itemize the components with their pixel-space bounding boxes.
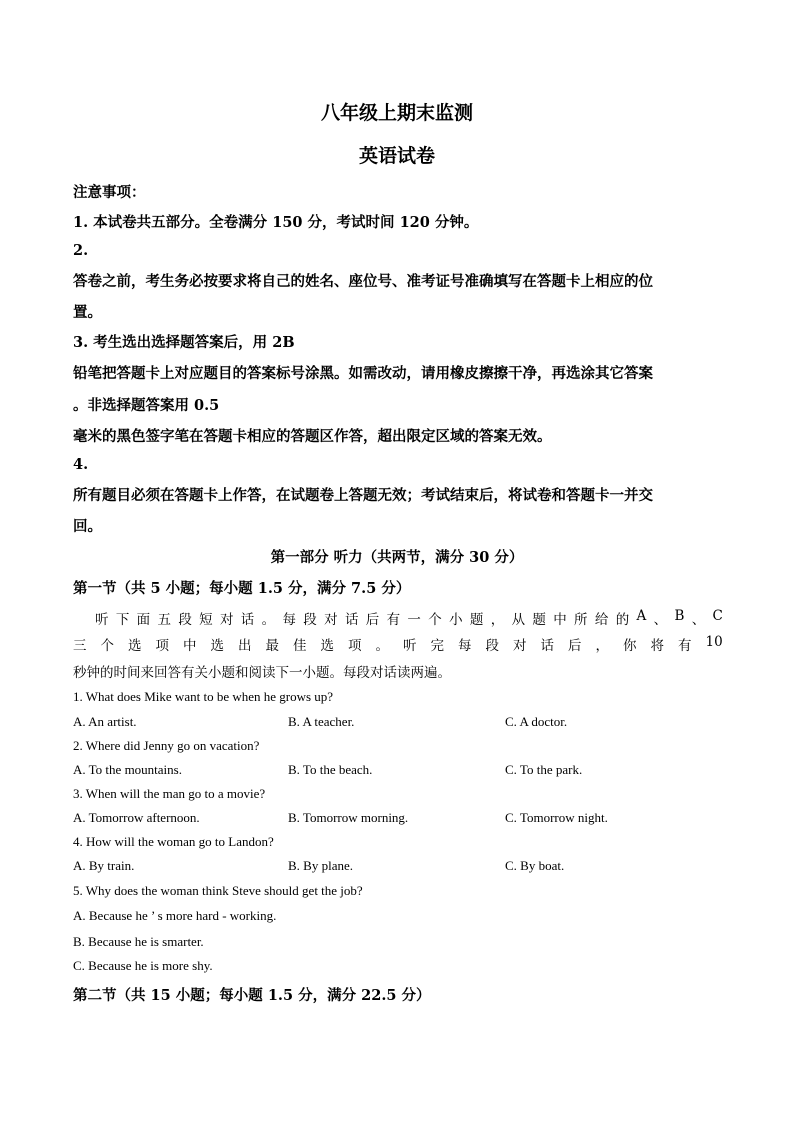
note-item-3-line-3: 。非选择题答案用 0.5 (73, 397, 220, 414)
instruction-char: 小 (449, 612, 463, 628)
instruction-char: 每 (458, 638, 472, 654)
exam-title: 八年级上期末监测 (320, 102, 473, 124)
instruction-char: 题 (469, 612, 484, 628)
instruction-char: 话 (344, 612, 359, 628)
section1-heading: 第一节（共 5 小题；每小题 1.5 分，满分 7.5 分） (73, 580, 411, 597)
instruction-char: 从 (511, 612, 526, 628)
note-item-3-line-4: 毫米的黑色签字笔在答题卡相应的答题区作答，超出限定区域的答案无效。 (73, 428, 552, 445)
instruction-char: ， (595, 638, 609, 654)
instruction-char: 的 (615, 612, 630, 628)
question-5-option-b: B. Because he is smarter. (73, 934, 204, 949)
note-item-4-line-1: 所有题目必须在答题卡上作答，在试题卷上答题无效；考试结束后，将试卷和答题卡一并交 (73, 487, 653, 504)
question-3-stem: 3. When will the man go to a movie? (73, 786, 266, 801)
instruction-char: 话 (240, 612, 255, 628)
instruction-char: 给 (594, 612, 609, 628)
instruction-char: 所 (574, 612, 588, 628)
instruction-char: 出 (238, 638, 252, 654)
question-1-option-b: B. A teacher. (288, 714, 355, 729)
question-1-option-a: A. An artist. (73, 714, 137, 729)
question-2-stem: 2. Where did Jenny go on vacation? (73, 738, 260, 753)
instruction-char: 佳 (293, 638, 307, 654)
note-item-2-line-2: 置。 (73, 304, 102, 321)
instruction-char: 。 (375, 638, 389, 654)
instruction-char: 你 (623, 638, 637, 654)
instruction-char: 选 (210, 638, 224, 654)
instruction-char: 、 (691, 612, 706, 628)
question-5-stem: 5. Why does the woman think Steve should get the job? (73, 883, 363, 898)
question-2-option-c: C. To the park. (505, 762, 583, 777)
note-item-4-line-2: 回。 (73, 518, 102, 535)
instruction-char: 一 (407, 612, 421, 628)
question-3-option-c: C. Tomorrow night. (505, 810, 608, 825)
question-1-option-c: C. A doctor. (505, 714, 568, 729)
question-3-option-b: B. Tomorrow morning. (288, 810, 409, 825)
note-item-2-number: 2. (73, 242, 89, 259)
question-4-option-b: B. By plane. (288, 858, 353, 873)
instruction-char: A (636, 608, 647, 624)
instruction-char: 听 (95, 612, 109, 628)
question-2-option-a: A. To the mountains. (73, 762, 182, 777)
note-item-2-line-1: 答卷之前，考生务必按要求将自己的姓名、座位号、准考证号准确填写在答题卡上相应的位 (73, 273, 653, 290)
instruction-char: 听 (403, 638, 417, 654)
instruction-char: 段 (485, 638, 499, 654)
question-4-stem: 4. How will the woman go to Landon? (73, 834, 274, 849)
instruction-char: 有 (678, 638, 692, 654)
instruction-char: 后 (365, 612, 380, 628)
instruction-char: 段 (178, 612, 192, 628)
note-item-4-number: 4. (73, 456, 89, 473)
instruction-char: 面 (136, 612, 151, 628)
instruction-char: 五 (157, 612, 171, 628)
instruction-char: 选 (128, 638, 142, 654)
instruction-char: 短 (199, 612, 213, 628)
instruction-char: 。 (261, 612, 276, 628)
section2-heading: 第二节（共 15 小题；每小题 1.5 分，满分 22.5 分） (73, 987, 431, 1004)
instruction-line-2 (73, 634, 723, 654)
part1-heading: 第一部分 听力（共两节，满分 30 分） (270, 549, 524, 566)
question-2-option-b: B. To the beach. (288, 762, 373, 777)
note-item-3-line-1: 3. 考生选出选择题答案后，用 2B (73, 334, 295, 351)
instruction-line-1 (95, 608, 723, 628)
question-3-option-a: A. Tomorrow afternoon. (73, 810, 200, 825)
instruction-char: 个 (428, 612, 442, 628)
instruction-char: 最 (265, 638, 279, 654)
instruction-char: 对 (513, 638, 527, 654)
exam-subtitle: 英语试卷 (358, 145, 435, 167)
instruction-char: 中 (183, 638, 197, 654)
instruction-char: 有 (386, 612, 401, 628)
question-5-option-c: C. Because he is more shy. (73, 958, 213, 973)
instruction-char: 对 (219, 612, 234, 628)
instruction-char: 下 (115, 612, 130, 628)
instruction-char: 段 (303, 612, 317, 628)
instruction-char: B (674, 608, 685, 624)
instruction-char: 将 (650, 638, 664, 654)
instruction-char: 10 (705, 634, 723, 650)
instruction-char: C (712, 608, 723, 624)
instruction-char: 项 (348, 638, 362, 654)
instruction-char: 个 (100, 638, 114, 654)
instruction-char: 每 (282, 612, 296, 628)
instruction-char: 选 (320, 638, 334, 654)
instruction-char: 话 (540, 638, 554, 654)
notes-heading: 注意事项： (73, 184, 146, 201)
question-5-option-a: A. Because he ’ s more hard - working. (73, 908, 277, 923)
note-item-3-line-2: 铅笔把答题卡上对应题目的答案标号涂黑。如需改动，请用橡皮擦擦干净，再选涂其它答案 (73, 365, 653, 382)
note-item-1: 1. 本试卷共五部分。全卷满分 150 分，考试时间 120 分钟。 (73, 214, 479, 231)
instruction-char: 对 (324, 612, 338, 628)
instruction-line-3: 秒钟的时间来回答有关小题和阅读下一小题。每段对话读两遍。 (73, 665, 451, 681)
instruction-char: 中 (553, 612, 567, 628)
instruction-char: 、 (653, 612, 668, 628)
instruction-char: 后 (568, 638, 582, 654)
instruction-char: 完 (430, 638, 444, 654)
instruction-char: 题 (532, 612, 546, 628)
instruction-char: 项 (155, 638, 169, 654)
question-4-option-c: C. By boat. (505, 858, 565, 873)
instruction-char: 三 (73, 638, 87, 654)
question-4-option-a: A. By train. (73, 858, 135, 873)
instruction-char: ， (490, 612, 505, 628)
question-1-stem: 1. What does Mike want to be when he grows up? (73, 689, 334, 704)
